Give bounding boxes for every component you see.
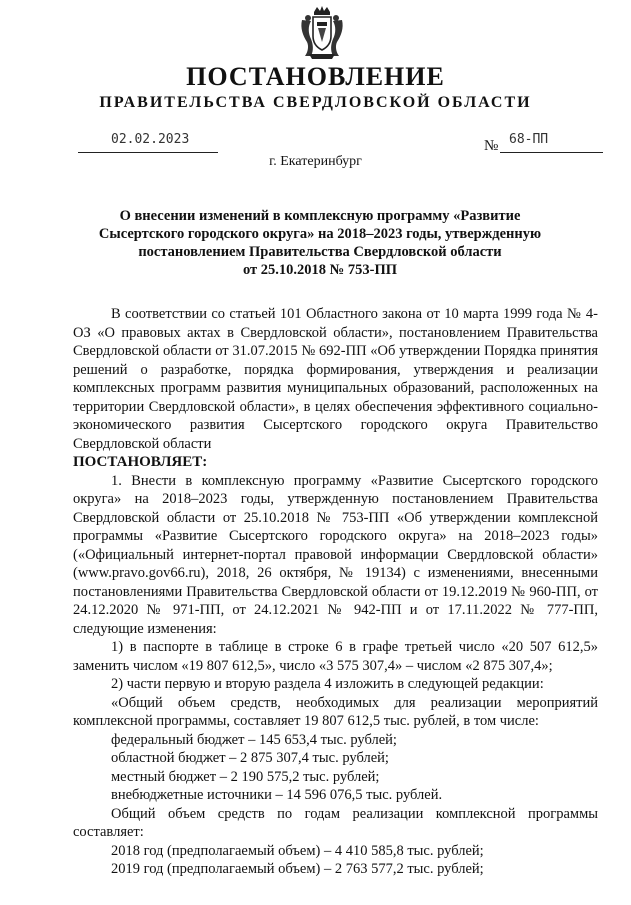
budget-line: федеральный бюджет – 145 653,4 тыс. рублей;	[111, 731, 397, 748]
item-1-paragraph: 1. Внести в комплексную программу «Развитие Сысертского городского округа» на 2018–2023 годы, утвержденную постановлением Правительства Свердловской области от 25.10.2018 № 753-ПП «Об утверждении комплексной программы «Развитие Сысертского городского округа» на 2018–2023 годы» («Официальный интернет-портал правовой информации Свердловской области» (www.pravo.gov66.ru), 2018, 26 октября, № 19134) с изменениями, внесенными постановлениями Правительства Свердловской области от 19.12.2019 № 960-ПП, от 24.12.2020 № 971-ПП, от 24.12.2021 № 942-ПП и от 17.11.2022 № 777-ПП, следующие изменения:	[73, 472, 598, 637]
heading-line: от 25.10.2018 № 753-ПП	[242, 262, 397, 278]
number-sign: №	[484, 138, 499, 154]
quote-paragraph: Общий объем средств по годам реализации комплексной программы составляет:	[73, 805, 598, 840]
budget-line: областной бюджет – 2 875 307,4 тыс. рублей;	[111, 750, 389, 766]
date-value: 02.02.2023	[111, 132, 190, 147]
number-field	[500, 132, 603, 153]
item-1-1-paragraph: 1) в паспорте в таблице в строке 6 в графе третьей число «20 507 612,5» заменить числом «19 807 612,5», число «3 575 307,4» – числом «2 875 307,4»;	[73, 639, 598, 674]
issuing-authority: ПРАВИТЕЛЬСТВА СВЕРДЛОВСКОЙ ОБЛАСТИ	[99, 94, 532, 111]
heading-line: О внесении изменений в комплексную программу «Развитие	[119, 208, 521, 224]
preamble-paragraph: В соответствии со статьей 101 Областного закона от 10 марта 1999 года № 4-ОЗ «О правовых актах в Свердловской области», постановлением Правительства Свердловской области от 31.07.2015 № 692-ПП «Об утверждении Порядка принятия решений о разработке, порядка формирования, утверждения и реализации комплексных программ развития муниципальных образований, расположенных на территории Свердловской области», в целях обеспечения эффективного социально-экономического развития Сысертского городского округа Правительство Свердловской области	[73, 306, 598, 452]
quote-paragraph: «Общий объем средств, необходимых для реализации мероприятий комплексной программы, составляет 19 807 612,5 тыс. рублей, в том числе:	[73, 694, 598, 729]
year-line: 2018 год (предполагаемый объем) – 4 410 585,8 тыс. рублей;	[111, 842, 484, 859]
number-value: 68-ПП	[509, 132, 549, 147]
year-line: 2019 год (предполагаемый объем) – 2 763 577,2 тыс. рублей;	[111, 861, 484, 877]
coat-of-arms-icon	[299, 6, 345, 60]
heading-line: Сысертского городского округа» на 2018–2023 годы, утвержденную	[98, 226, 542, 242]
heading-line: постановлением Правительства Свердловской области	[138, 244, 502, 260]
document-title: ПОСТАНОВЛЕНИЕ	[186, 62, 445, 91]
decree-word: ПОСТАНОВЛЯЕТ:	[73, 454, 208, 470]
document-heading	[60, 207, 580, 279]
item-1-2-paragraph: 2) части первую и вторую раздела 4 изложить в следующей редакции:	[111, 676, 544, 692]
city: г. Екатеринбург	[269, 154, 362, 169]
budget-line: внебюджетные источники – 14 596 076,5 тыс. рублей.	[111, 787, 443, 803]
document-body	[73, 305, 598, 879]
date-field	[78, 132, 218, 153]
budget-line: местный бюджет – 2 190 575,2 тыс. рублей;	[111, 768, 380, 785]
